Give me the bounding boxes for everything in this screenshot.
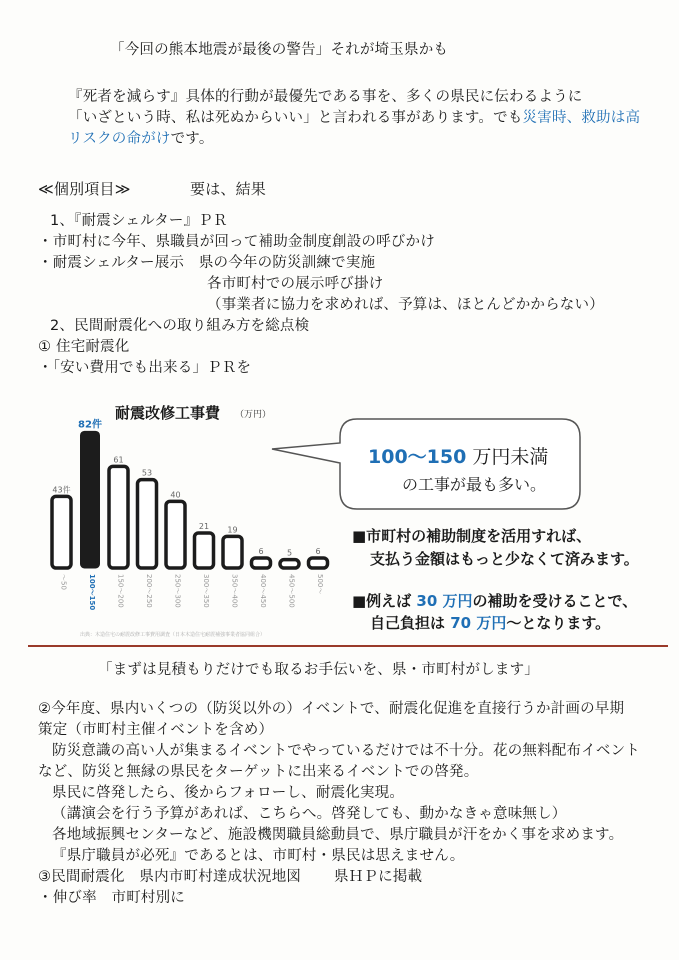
lower-line-10: ・伸び率 市町村別に xyxy=(38,890,185,906)
chart-bar-7 xyxy=(252,558,271,568)
intro-line-2 xyxy=(68,108,640,128)
intro-line-3 xyxy=(68,129,214,149)
item-shelter-pr: 1、『耐震シェルター』ＰＲ xyxy=(50,213,228,229)
chart-value-label-8: 5 xyxy=(286,548,293,558)
section-title: ≪個別項目≫ xyxy=(38,180,131,198)
note-example-1-amount: 30 万円 xyxy=(416,592,473,610)
chart-value-label-9: 6 xyxy=(315,547,321,556)
page-heading: 「今回の熊本地震が最後の警告」それが埼玉県かも xyxy=(110,42,449,58)
chart-value-label-3: 53 xyxy=(141,468,153,478)
divider-rule xyxy=(28,645,668,647)
chart-bar-0 xyxy=(52,496,71,568)
quote-line: 「まずは見積もりだけでも取るお手伝いを、県・市町村がします」 xyxy=(98,662,539,678)
chart-category-label-3: 200～250 xyxy=(145,574,153,608)
item-shelter-exhibit: ・耐震シェルター展示 県の今年の防災訓練で実施 xyxy=(38,255,376,271)
chart-source: 出典：木造住宅の耐震改修工事費用調査（日本木造住宅耐震補強事業者協同組合） xyxy=(80,632,266,638)
bubble-range xyxy=(368,442,548,469)
chart-value-label-2: 61 xyxy=(113,455,124,465)
chart-category-label-5: 300～350 xyxy=(202,574,210,608)
chart-bar-6 xyxy=(223,536,242,568)
lower-line-6: （講演会を行う予算があれば、こちらへ。啓発しても、動かなきゃ意味無し） xyxy=(52,806,567,822)
lower-line-2: 策定（市町村主催イベントを含め） xyxy=(38,722,274,738)
lower-line-4: など、防災と無縁の県民をターゲットに出来るイベントでの啓発。 xyxy=(38,764,479,780)
note-example-2a: 自己負担は xyxy=(370,614,446,632)
chart-value-label-6: 19 xyxy=(227,525,238,535)
chart-category-label-1: 100～150 xyxy=(88,574,96,611)
chart-category-label-6: 350～400 xyxy=(230,574,239,608)
chart-category-label-9: 500～ xyxy=(316,574,324,595)
intro-line-2-highlight: 災害時、救助は高 xyxy=(522,110,641,126)
lower-line-3: 防災意識の高い人が集まるイベントでやっているだけでは不十分。花の無料配布イベント xyxy=(52,743,640,759)
chart-value-label-4: 40 xyxy=(170,490,181,500)
item-private-review: 2、民間耐震化への取り組み方を総点検 xyxy=(50,318,310,334)
chart-bar-3 xyxy=(138,480,157,568)
chart-value-label-0: 43件 xyxy=(52,485,71,495)
intro-line-3-plain: です。 xyxy=(170,131,214,147)
item-cheap-pr: ・「安い費用でも出来る」ＰＲを xyxy=(38,360,252,376)
note-subsidy-1: ■市町村の補助制度を活用すれば、 xyxy=(352,527,592,545)
note-example-2b: ～となります。 xyxy=(506,614,611,632)
chart-category-label-0: ～50 xyxy=(59,574,68,590)
chart-bar-8 xyxy=(280,560,299,568)
note-example-2 xyxy=(370,612,610,634)
intro-line-1: 『死者を減らす』具体的行動が最優先である事を、多くの県民に伝わるように xyxy=(68,89,583,105)
chart-bar-9 xyxy=(309,558,328,568)
lower-line-5: 県民に啓発したら、後からフォローし、耐震化実現。 xyxy=(52,785,405,801)
chart-unit: （万円） xyxy=(235,410,272,420)
note-example-1a: ■例えば xyxy=(352,592,412,610)
note-subsidy-2: 支払う金額はもっと少なくて済みます。 xyxy=(370,550,639,568)
chart-category-label-4: 250～300 xyxy=(173,574,182,608)
bubble-range-number: 100～150 xyxy=(368,446,467,468)
intro-line-2-plain: 「いざという時、私は死ぬからいい」と言われる事があります。でも xyxy=(68,110,523,126)
chart-bar-5 xyxy=(195,533,214,568)
bubble-line-2: の工事が最も多い。 xyxy=(402,475,547,494)
chart-title: 耐震改修工事費 xyxy=(115,404,221,422)
chart-bar-1 xyxy=(81,431,100,568)
item-exhibit-budget: （事業者に協力を求めれば、予算は、ほとんどかからない） xyxy=(207,297,604,313)
note-example-2-amount: 70 万円 xyxy=(450,614,507,632)
chart-bar-2 xyxy=(109,466,128,568)
chart-value-label-5: 21 xyxy=(198,522,210,531)
item-housing: ① 住宅耐震化 xyxy=(38,339,130,355)
lower-line-9: ③民間耐震化 県内市町村達成状況地図 xyxy=(38,869,302,885)
chart-bar-4 xyxy=(166,501,185,568)
section-subtitle: 要は、結果 xyxy=(190,180,267,198)
chart-category-label-8: 450～500 xyxy=(287,574,296,608)
lower-line-1: ②今年度、県内いくつの（防災以外の）イベントで、耐震化促進を直接行うか計画の早期 xyxy=(38,701,625,717)
lower-line-7: 各地域振興センターなど、施設機関職員総動員で、県庁職員が汗をかく事を求めます。 xyxy=(52,827,624,843)
chart-value-label-1: 82件 xyxy=(78,419,102,431)
note-example-1b: の補助を受けることで、 xyxy=(472,592,638,610)
chart-category-label-7: 400～450 xyxy=(259,574,267,608)
note-example-1 xyxy=(352,590,637,612)
lower-line-9b: 県ＨＰに掲載 xyxy=(334,869,423,885)
intro-line-3-highlight: リスクの命がけ xyxy=(68,131,171,147)
lower-line-8: 『県庁職員が必死』であるとは、市町村・県民は思えません。 xyxy=(52,848,465,864)
chart-category-label-2: 150～200 xyxy=(116,574,125,608)
item-subsidy-call: ・市町村に今年、県職員が回って補助金制度創設の呼びかけ xyxy=(38,234,435,250)
bubble-range-suffix: 万円未満 xyxy=(472,446,549,468)
chart-value-label-7: 6 xyxy=(258,547,264,556)
item-exhibit-call: 各市町村での展示呼び掛け xyxy=(207,276,384,292)
